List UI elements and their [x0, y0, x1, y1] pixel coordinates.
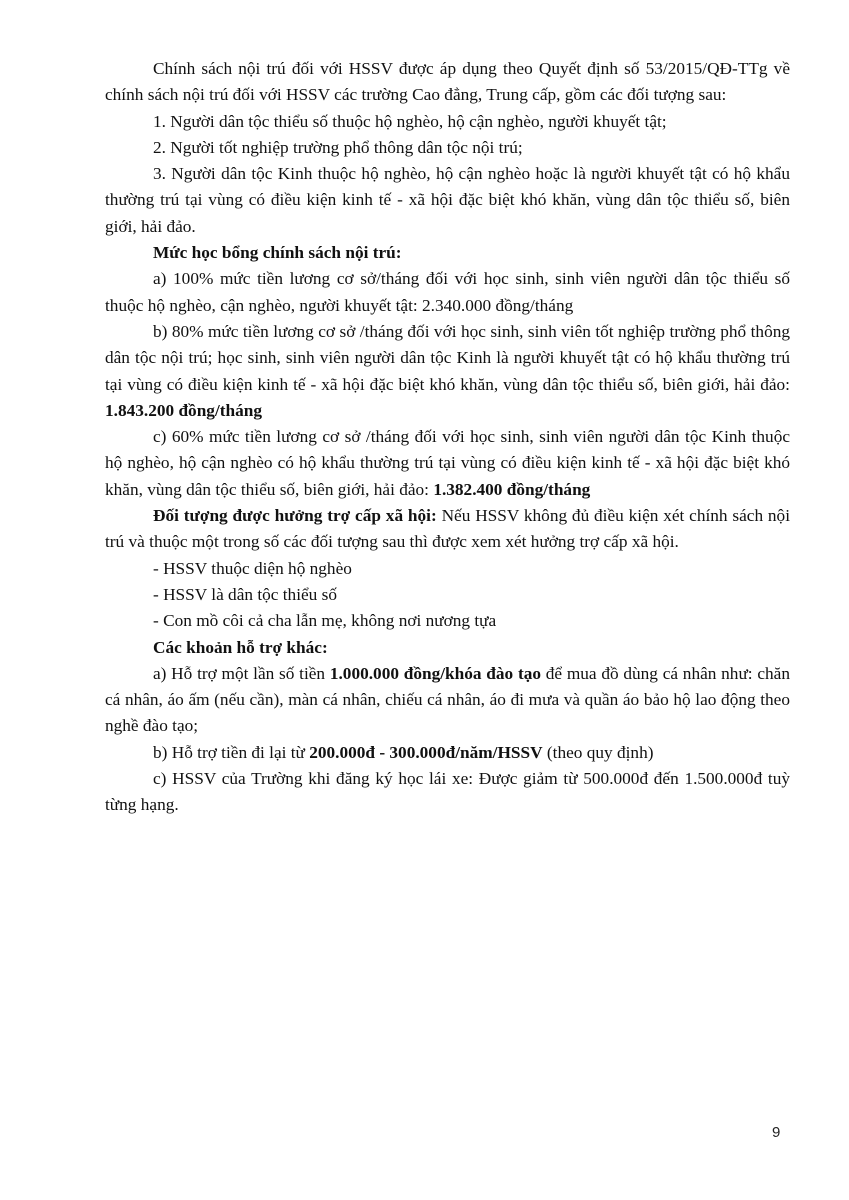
other-support-a-suffix: để mua đồ dùng cá nhân như: chăn cá nhân, áo ấm (nếu cần), màn cá nhân, chiếu cá nhân, áo đi mưa và quần áo bảo hộ lao động theo nghề đào tạo; [105, 663, 790, 736]
page-number: 9 [772, 1124, 781, 1141]
eligible-group-3: 3. Người dân tộc Kinh thuộc hộ nghèo, hộ cận nghèo hoặc là người khuyết tật có hộ khẩu thường trú tại vùng có điều kiện kinh tế - xã hội đặc biệt khó khăn, vùng dân tộc thiểu số, biên giới, hải đảo. [105, 164, 790, 236]
social-allowance-text: Nếu HSSV không đủ điều kiện xét chính sách nội trú và thuộc một trong số các đối tượng sau thì được xem xét hưởng trợ cấp xã hội. [105, 506, 791, 552]
scholarship-item-a: a) 100% mức tiền lương cơ sở/tháng đối với học sinh, sinh viên người dân tộc thiểu số thuộc hộ nghèo, cận nghèo, người khuyết tật: 2.340.000 đồng/tháng [105, 269, 790, 315]
eligible-group-2: 2. Người tốt nghiệp trường phổ thông dân tộc nội trú; [153, 137, 523, 157]
scholarship-heading: Mức học bổng chính sách nội trú: [153, 243, 402, 263]
social-allowance-item-2: - HSSV là dân tộc thiểu số [153, 584, 338, 604]
other-support-a-amount: 1.000.000 đồng/khóa đào tạo [329, 663, 541, 683]
scholarship-item-b-text: b) 80% mức tiền lương cơ sở /tháng đối với học sinh, sinh viên tốt nghiệp trường phổ thông dân tộc nội trú; học sinh, sinh viên người dân tộc Kinh là người khuyết tật có hộ khẩu thường trú tại vùng có điều kiện kinh tế - xã hội đặc biệt khó khăn, vùng dân tộc thiểu số, biên giới, hải đảo: [105, 321, 790, 394]
scholarship-item-c-text: c) 60% mức tiền lương cơ sở /tháng đối với học sinh, sinh viên người dân tộc Kinh thuộc hộ nghèo, hộ cận nghèo có hộ khẩu thường trú tại vùng có điều kiện kinh tế - xã hội đặc biệt khó khăn, vùng dân tộc thiểu số, biên giới, hải đảo: [105, 427, 790, 499]
eligible-group-1: 1. Người dân tộc thiểu số thuộc hộ nghèo, hộ cận nghèo, người khuyết tật; [153, 111, 667, 131]
other-support-heading: Các khoản hỗ trợ khác: [153, 637, 328, 657]
social-allowance-paragraph [105, 503, 790, 556]
scholarship-item-b [105, 319, 790, 424]
intro-paragraph: Chính sách nội trú đối với HSSV được áp dụng theo Quyết định số 53/2015/QĐ-TTg về chính sách nội trú đối với HSSV các trường Cao đẳng, Trung cấp, gồm các đối tượng sau: [105, 59, 790, 105]
other-support-b-amount: 200.000đ - 300.000đ/năm/HSSV [309, 742, 543, 762]
scholarship-item-b-amount: 1.843.200 đồng/tháng [105, 400, 263, 420]
other-support-item-a [105, 661, 790, 740]
other-support-b-prefix: b) Hỗ trợ tiền đi lại từ [153, 742, 310, 762]
scholarship-item-c-amount: 1.382.400 đồng/tháng [433, 479, 591, 499]
other-support-a-prefix: a) Hỗ trợ một lần số tiền [153, 663, 330, 683]
other-support-b-suffix: (theo quy định) [542, 742, 654, 762]
other-support-item-c: c) HSSV của Trường khi đăng ký học lái xe: Được giảm từ 500.000đ đến 1.500.000đ tuỳ từng hạng. [105, 769, 790, 815]
other-support-item-b [105, 740, 790, 766]
social-allowance-item-1: - HSSV thuộc diện hộ nghèo [153, 558, 352, 578]
scholarship-item-c [105, 424, 790, 503]
document-body [105, 56, 790, 819]
social-allowance-heading: Đối tượng được hưởng trợ cấp xã hội: [153, 506, 437, 526]
social-allowance-item-3: - Con mồ côi cả cha lẫn mẹ, không nơi nương tựa [153, 611, 497, 631]
